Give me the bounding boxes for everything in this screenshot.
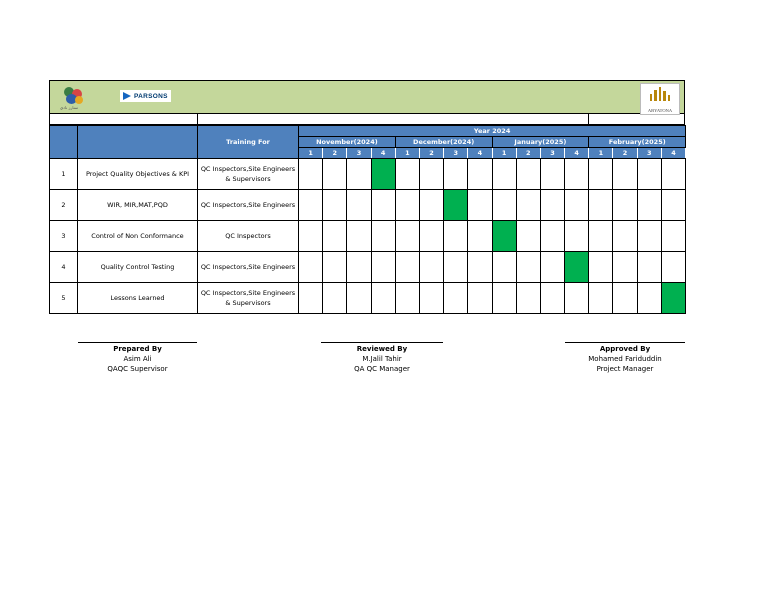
week-cell (347, 252, 371, 283)
week-header: 4 (565, 148, 589, 159)
week-cell (565, 159, 589, 190)
scheduled-week-cell (444, 190, 468, 221)
reviewed-by-role: QA QC Manager (354, 365, 410, 373)
week-cell (565, 190, 589, 221)
week-cell (323, 221, 347, 252)
week-cell (299, 283, 323, 314)
abyatona-logo (640, 83, 680, 115)
week-cell (492, 283, 516, 314)
week-cell (419, 159, 443, 190)
week-cell (516, 283, 540, 314)
week-cell (637, 221, 661, 252)
right-logo-caption: ABYATONA (647, 108, 673, 113)
schedule-table (49, 125, 686, 314)
week-header: 3 (444, 148, 468, 159)
week-header: 2 (613, 148, 637, 159)
prepared-by-block (78, 342, 197, 374)
approved-by-title: Approved By (599, 345, 651, 353)
training-for-header: Training For (198, 126, 299, 159)
week-header: 3 (637, 148, 661, 159)
week-cell (299, 221, 323, 252)
training-audience: QC Inspectors (198, 221, 299, 252)
week-cell (395, 190, 419, 221)
week-cell (371, 283, 395, 314)
week-cell (540, 252, 564, 283)
week-cell (516, 221, 540, 252)
scheduled-week-cell (565, 252, 589, 283)
week-cell (419, 221, 443, 252)
training-topic: Project Quality Objectives & KPI (78, 159, 198, 190)
reviewed-by-title: Reviewed By (356, 345, 408, 353)
month-header: February(2025) (589, 137, 686, 148)
week-cell (637, 159, 661, 190)
week-cell (444, 283, 468, 314)
row-number: 4 (50, 252, 78, 283)
table-row (50, 221, 686, 252)
week-cell (371, 190, 395, 221)
training-audience: QC Inspectors,Site Engineers & Supervisors (198, 159, 299, 190)
week-header: 1 (395, 148, 419, 159)
scheduled-week-cell (661, 283, 685, 314)
week-cell (565, 283, 589, 314)
week-header: 1 (589, 148, 613, 159)
week-cell (637, 252, 661, 283)
row-number: 3 (50, 221, 78, 252)
signature-block (0, 342, 768, 382)
week-cell (395, 283, 419, 314)
header-banner (49, 80, 685, 114)
week-cell (323, 283, 347, 314)
week-cell (613, 159, 637, 190)
week-cell (323, 190, 347, 221)
week-cell (516, 190, 540, 221)
week-cell (395, 252, 419, 283)
week-cell (444, 221, 468, 252)
week-cell (468, 159, 492, 190)
week-cell (371, 221, 395, 252)
table-row (50, 252, 686, 283)
week-cell (589, 221, 613, 252)
left-logo-caption: ستارز نادي (60, 105, 79, 110)
training-audience: QC Inspectors,Site Engineers (198, 190, 299, 221)
building-icon (650, 87, 670, 101)
week-cell (661, 159, 685, 190)
week-cell (637, 283, 661, 314)
week-cell (323, 252, 347, 283)
parsons-arrow-icon (123, 92, 131, 100)
week-cell (468, 190, 492, 221)
week-cell (444, 252, 468, 283)
prepared-by-name: Asim Ali (123, 355, 152, 363)
table-row (50, 159, 686, 190)
row-number: 1 (50, 159, 78, 190)
week-cell (492, 159, 516, 190)
week-cell (613, 283, 637, 314)
week-cell (540, 283, 564, 314)
header-strip (49, 114, 685, 125)
training-topic: WIR, MIR,MAT,PQD (78, 190, 198, 221)
week-cell (613, 221, 637, 252)
week-header: 3 (347, 148, 371, 159)
training-topic: Control of Non Conformance (78, 221, 198, 252)
week-cell (347, 221, 371, 252)
week-cell (637, 190, 661, 221)
week-header: 2 (419, 148, 443, 159)
week-header: 4 (468, 148, 492, 159)
month-header: January(2025) (492, 137, 589, 148)
week-cell (419, 190, 443, 221)
week-cell (468, 283, 492, 314)
week-cell (589, 159, 613, 190)
week-cell (492, 252, 516, 283)
week-cell (419, 283, 443, 314)
row-number: 2 (50, 190, 78, 221)
training-audience: QC Inspectors,Site Engineers & Supervisors (198, 283, 299, 314)
year-header: Year 2024 (299, 126, 686, 137)
week-cell (299, 190, 323, 221)
reviewed-by-name: M.Jalil Tahir (362, 355, 402, 363)
table-row (50, 283, 686, 314)
week-cell (419, 252, 443, 283)
week-header: 4 (661, 148, 685, 159)
company-logo-left (60, 85, 88, 111)
week-header: 4 (371, 148, 395, 159)
week-header: 1 (299, 148, 323, 159)
week-header: 2 (516, 148, 540, 159)
row-number: 5 (50, 283, 78, 314)
week-cell (589, 252, 613, 283)
week-cell (565, 221, 589, 252)
week-cell (395, 221, 419, 252)
week-header: 2 (323, 148, 347, 159)
reviewed-by-block (321, 342, 443, 374)
parsons-logo-text: PARSONS (134, 92, 168, 100)
prepared-by-role: QAQC Supervisor (107, 365, 168, 373)
parsons-logo (120, 90, 171, 102)
topic-header (78, 126, 198, 159)
table-row (50, 190, 686, 221)
week-cell (468, 252, 492, 283)
week-cell (516, 159, 540, 190)
month-header: December(2024) (395, 137, 492, 148)
week-cell (613, 252, 637, 283)
week-cell (516, 252, 540, 283)
week-cell (468, 221, 492, 252)
week-cell (492, 190, 516, 221)
week-cell (347, 190, 371, 221)
week-cell (661, 252, 685, 283)
week-cell (299, 252, 323, 283)
week-cell (589, 190, 613, 221)
week-header: 3 (540, 148, 564, 159)
month-header: November(2024) (299, 137, 396, 148)
week-cell (661, 221, 685, 252)
training-topic: Quality Control Testing (78, 252, 198, 283)
no-header (50, 126, 78, 159)
training-audience: QC Inspectors,Site Engineers (198, 252, 299, 283)
week-cell (540, 190, 564, 221)
week-cell (589, 283, 613, 314)
week-cell (444, 159, 468, 190)
week-cell (299, 159, 323, 190)
training-schedule-sheet (49, 80, 685, 314)
week-cell (613, 190, 637, 221)
week-cell (323, 159, 347, 190)
week-cell (347, 283, 371, 314)
approved-by-role: Project Manager (596, 365, 654, 373)
week-cell (395, 159, 419, 190)
week-header: 1 (492, 148, 516, 159)
prepared-by-title: Prepared By (113, 345, 162, 353)
week-cell (540, 159, 564, 190)
week-cell (371, 252, 395, 283)
scheduled-week-cell (371, 159, 395, 190)
week-cell (347, 159, 371, 190)
training-topic: Lessons Learned (78, 283, 198, 314)
week-cell (540, 221, 564, 252)
approved-by-block (565, 342, 685, 374)
scheduled-week-cell (492, 221, 516, 252)
week-cell (661, 190, 685, 221)
approved-by-name: Mohamed Fariduddin (588, 355, 662, 363)
